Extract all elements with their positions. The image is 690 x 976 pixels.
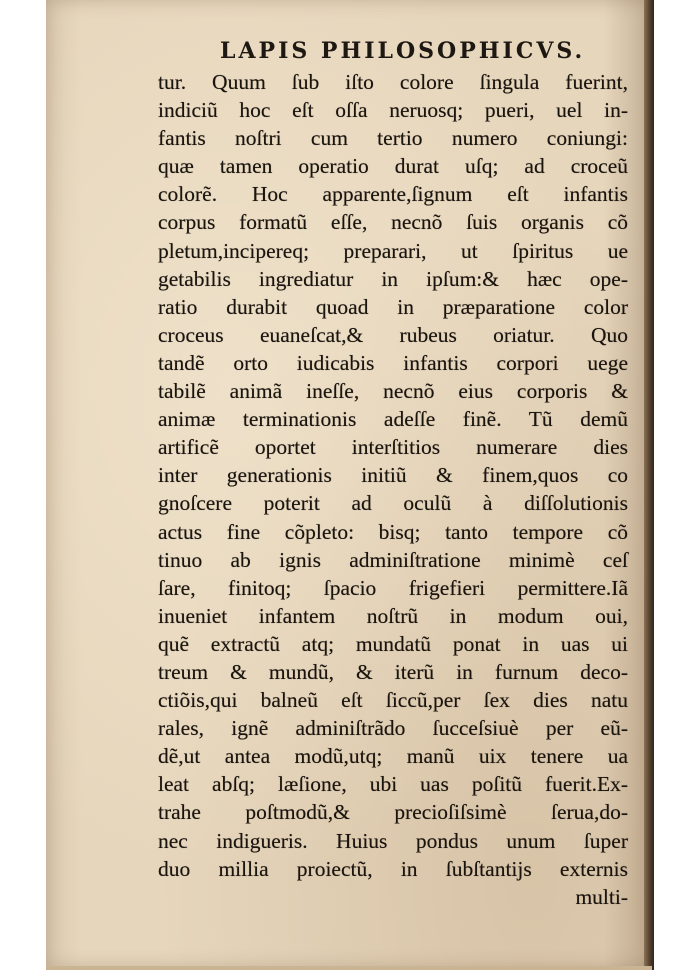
text-line: croceus euaneſcat,& rubeus oriatur. Quo bbox=[158, 322, 628, 347]
text-line: rales, ignẽ adminiſtrãdo ſucceſsiuè per eũ- bbox=[158, 716, 628, 741]
catchword: multi- bbox=[575, 884, 628, 909]
text-line: tandẽ orto iudicabis infantis corpori uege bbox=[158, 350, 628, 375]
text-line: duo millia proiectũ, in ſubſtantijs externis bbox=[158, 856, 628, 881]
running-head: LAPIS PHILOSOPHICVS. bbox=[220, 38, 586, 64]
text-line: inueniet infantem noſtrũ in modum oui, bbox=[158, 603, 628, 628]
text-line: actus fine cõpleto: bisq; tanto tempore cõ bbox=[158, 519, 628, 544]
text-line: ctiõis,qui balneũ eſt ſiccũ,per ſex dies natu bbox=[158, 688, 628, 713]
text-line: leat abſq; læſione, ubi uas poſitũ fuerit.Ex- bbox=[158, 772, 628, 797]
text-line: trahe poſtmodũ,& precioſiſsimè ſerua,do- bbox=[158, 800, 628, 825]
text-line: fantis noſtri cum tertio numero coniungi: bbox=[158, 126, 628, 151]
text-line: colorẽ. Hoc apparente,ſignum eſt infantis bbox=[158, 182, 628, 207]
text-line: inter generationis initiũ & finem,quos co bbox=[158, 463, 628, 488]
text-line: quæ tamen operatio durat uſq; ad croceũ bbox=[158, 154, 628, 179]
text-line: treum & mundũ, & iterũ in furnum deco- bbox=[158, 659, 628, 684]
text-line: gnoſcere poterit ad oculũ à diſſolutionis bbox=[158, 491, 628, 516]
text-line: dẽ,ut antea modũ,utq; manũ uix tenere ua bbox=[158, 744, 628, 769]
text-line: artificẽ oportet interſtitios numerare dies bbox=[158, 435, 628, 460]
text-line: corpus formatũ eſſe, necnõ ſuis organis cõ bbox=[158, 210, 628, 235]
text-line: ratio durabit quoad in præparatione color bbox=[158, 294, 628, 319]
text-line: tabilẽ animã ineſſe, necnõ eius corporis & bbox=[158, 379, 628, 404]
text-line: tinuo ab ignis adminiſtratione minimè ceſ bbox=[158, 547, 628, 572]
text-line: getabilis ingrediatur in ipſum:& hæc ope- bbox=[158, 266, 628, 291]
text-line: pletum,incipereq; preparari, ut ſpiritus ue bbox=[158, 238, 628, 263]
text-line: animæ terminationis adeſſe finẽ. Tũ demũ bbox=[158, 407, 628, 432]
text-line: tur. Quum ſub iſto colore ſingula fuerint, bbox=[158, 70, 628, 94]
text-line: quẽ extractũ atq; mundatũ ponat in uas ui bbox=[158, 631, 628, 656]
text-line: ſare, finitoq; ſpacio frigefieri permittere.Iã bbox=[158, 575, 628, 600]
text-line: nec indigueris. Huius pondus unum ſuper bbox=[158, 828, 628, 853]
text-line: indiciũ hoc eſt oſſa neruosq; pueri, uel in- bbox=[158, 98, 628, 123]
page-gutter bbox=[644, 0, 654, 970]
page-bottom-edge bbox=[46, 966, 652, 970]
body-text bbox=[158, 68, 628, 911]
